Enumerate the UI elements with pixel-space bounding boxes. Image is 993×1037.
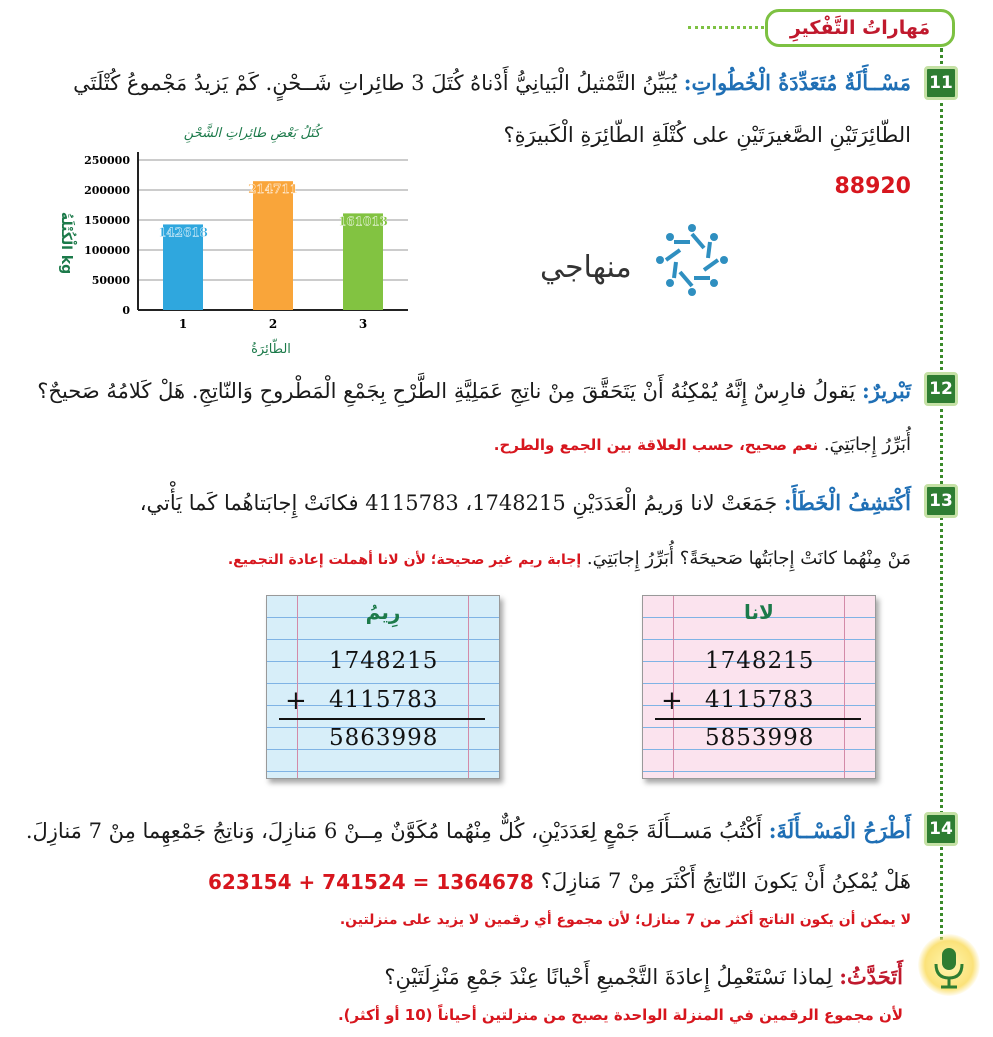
q13-line1 [140, 488, 911, 518]
chart-bar-2 [253, 181, 293, 310]
q13-answer: إجابة ريم غير صحيحة؛ لأن لانا أهملت إعادة التجميع. [227, 552, 582, 568]
question-number-14: 14 [924, 812, 958, 846]
chart-y-tick-label: 0 [122, 304, 130, 317]
q14-line1 [26, 816, 911, 846]
chart-y-axis-label: الْكُتْلَةُ kg [58, 211, 74, 275]
rim-addend-2: 4115783 [329, 687, 439, 713]
logo-text: منهاجي [540, 250, 632, 285]
rim-sum-rule [279, 718, 485, 720]
lana-addend-2: 4115783 [705, 687, 815, 713]
rim-sum: 5863998 [329, 725, 439, 751]
q11-text1: يُبَيِّنُ التَّمْثيلُ الْبَيانِيُّ أَدْناهُ كُتَلَ 3 طائِراتِ شَــحْنٍ. كَمْ يَزيدُ مَجْموعُ كُتْلَتَي [73, 71, 678, 95]
chart-y-tick-label: 150000 [84, 214, 130, 227]
q12-answer: نعم صحيح، حسب العلاقة بين الجمع والطرح. [493, 436, 819, 454]
q11-answer: 88920 [834, 174, 911, 199]
talk-text1: لِماذا نَسْتَعْمِلُ إِعادَةَ التَّجْميعِ أَحْيانًا عِنْدَ جَمْعِ مَنْزِلَتَيْنِ؟ [384, 965, 833, 989]
q14-equation: 623154 + 741524 = 1364678 [208, 870, 534, 894]
lana-sum-rule [655, 718, 861, 720]
talk-line1 [384, 962, 903, 992]
q13-keyword: أَكْتَشِفُ الْخَطَأَ: [783, 490, 911, 515]
q14-keyword: أَطْرَحُ الْمَسْــأَلَةَ: [768, 818, 911, 843]
chart-x-tick-label: 2 [268, 317, 278, 331]
q13-text2: مَنْ مِنْهُما كانَتْ إِجابَتُها صَحيحَةً؟ أُبَرِّرُ إِجابَتِيَ. [586, 548, 911, 569]
q12-keyword: تَبْريرٌ: [862, 378, 911, 403]
lana-notebook [642, 595, 876, 779]
q14-answer: لا يمكن أن يكون الناتج أكثر من 7 منازل؛ لأن مجموع أي رقمين لا يزيد على منزلتين. [339, 912, 911, 928]
q12-line1 [37, 376, 911, 406]
q14-line2 [541, 866, 911, 896]
chart-y-tick-label: 100000 [84, 244, 130, 257]
question-number-13: 13 [924, 484, 958, 518]
talk-microphone-icon [918, 934, 980, 996]
chart-y-tick-label: 250000 [84, 154, 130, 167]
lana-name: لانا [744, 600, 774, 624]
chart-data-label: 161013 [337, 214, 389, 229]
q12-prompt: أُبَرِّرُ إِجابَتِيَ. [823, 434, 911, 455]
lana-addend-1: 1748215 [705, 648, 815, 674]
chart-x-tick-label: 1 [178, 317, 188, 331]
q11-line2: الطّائِرَتَيْنِ الصَّغيرَتَيْنِ على كُتْلَةِ الطّائِرَةِ الْكَبيرَةِ؟ [503, 123, 911, 147]
cargo-plane-mass-chart [28, 115, 428, 365]
rim-name: رِيمُ [365, 600, 401, 624]
q12-line2 [494, 430, 911, 460]
rim-plus-sign: + [285, 686, 307, 716]
chart-data-label: 214711 [247, 182, 299, 197]
q14-text1: أَكْتُبُ مَســأَلَةَ جَمْعٍ لِعَدَدَيْنِ، كُلٌّ مِنْهُما مُكَوَّنٌ مِــنْ 6 مَنازِلَ، وَناتِجُ جَمْعِهِما مِنْ 7 مَنازِلَ. [25, 819, 763, 843]
chart-title: كُتَلُ بَعْضِ طائِراتِ الشَّحْنِ [183, 126, 321, 141]
chart-data-label: 142618 [157, 225, 209, 240]
header-dotted-line [688, 26, 764, 29]
question-number-12: 12 [924, 372, 958, 406]
talk-answer: لأن مجموع الرقمين في المنزلة الواحدة يصبح من منزلتين أحياناً (10 أو أكثر). [337, 1006, 903, 1024]
q12-text1: يَقولُ فارِسٌ إِنَّهُ يُمْكِنُهُ أَنْ يَتَحَقَّقَ مِنْ ناتِجِ عَمَلِيَّةِ الطَّرْحِ بِجَمْعِ الْمَطْروحِ وَالنّاتِجِ. هَلْ كَلامُهُ صَحيحٌ؟ [37, 379, 856, 403]
lana-sum: 5853998 [705, 725, 815, 751]
q11-line1 [73, 68, 911, 98]
manhaji-logo [540, 220, 740, 310]
chart-x-axis-label: الطّائِرَةُ [251, 342, 291, 357]
rim-notebook [266, 595, 500, 779]
rim-addend-1: 1748215 [329, 648, 439, 674]
q13-text1: جَمَعَتْ لانا وَريمُ الْعَدَدَيْنِ 1748215، 4115783 فكانَتْ إِجابَتاهُما كَما يَأْتي، [139, 491, 778, 515]
chart-y-tick-label: 50000 [91, 274, 130, 287]
chart-y-tick-label: 200000 [84, 184, 130, 197]
q14-text2: هَلْ يُمْكِنُ أَنْ يَكونَ النّاتِجُ أَكْثَرَ مِنْ 7 مَنازِلَ؟ [540, 869, 911, 893]
lana-plus-sign: + [661, 686, 683, 716]
q11-keyword: مَسْــأَلَةٌ مُتَعَدِّدَةُ الْخُطُواتِ: [683, 70, 911, 95]
talk-keyword: أَتَحَدَّثُ: [839, 964, 903, 989]
q13-line2 [228, 544, 911, 575]
section-title: مَهاراتُ التَّفْكيرِ [765, 9, 955, 47]
question-number-11: 11 [924, 66, 958, 100]
chart-x-tick-label: 3 [358, 317, 368, 331]
logo-emblem-icon [652, 220, 732, 300]
